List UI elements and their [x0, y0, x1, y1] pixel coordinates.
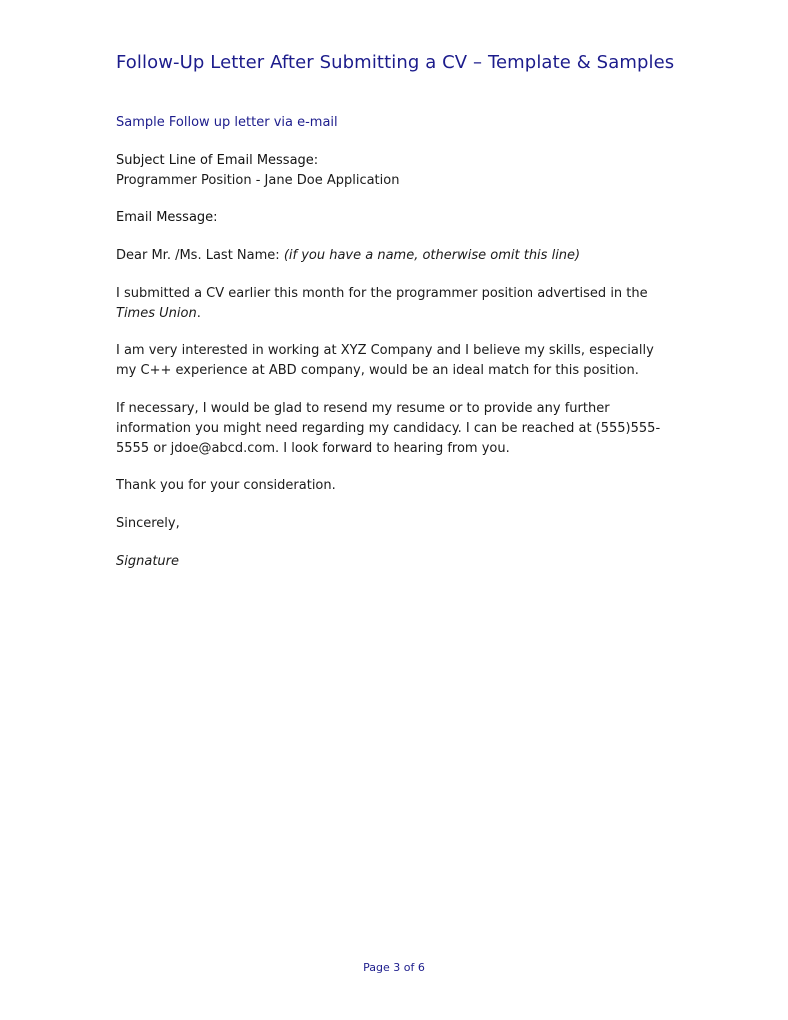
paragraph-1-suffix: . [196, 306, 201, 321]
page-title: Follow-Up Letter After Submitting a CV – Template & Samples [116, 52, 675, 73]
paragraph-3 [116, 399, 676, 459]
section-heading: Sample Follow up letter via e-mail [116, 115, 338, 130]
paragraph-2 [116, 341, 676, 381]
paragraph-1-prefix: I submitted a CV earlier this month for the programmer position advertised in the [116, 286, 648, 301]
salutation-line [116, 246, 676, 266]
thanks-block [116, 476, 676, 496]
message-label: Email Message: [116, 210, 218, 225]
paragraph-1 [116, 284, 676, 324]
closing-block [116, 514, 676, 534]
salutation-note: (if you have a name, otherwise omit this line) [283, 248, 581, 263]
signature-block [116, 552, 676, 572]
subject-block [116, 151, 676, 191]
salutation-block [116, 246, 676, 266]
signature-text: Signature [116, 554, 180, 569]
closing-text: Sincerely, [116, 516, 180, 531]
thanks-text: Thank you for your consideration. [116, 478, 336, 493]
paragraph-2-text: I am very interested in working at XYZ Company and I believe my skills, especially my C++ experience at ABD company, would be an ideal match for this position. [116, 343, 654, 378]
salutation-text: Dear Mr. /Ms. Last Name: [116, 248, 280, 263]
subject-label: Subject Line of Email Message: [116, 153, 319, 168]
paragraph-3-text: If necessary, I would be glad to resend my resume or to provide any further information you might need regarding my candidacy. I can be reached at (555)555-5555 or jdoe@abcd.com. I look forward to hearing from you. [116, 401, 661, 456]
page-footer: Page 3 of 6 [363, 961, 425, 974]
paragraph-1-text [116, 284, 676, 324]
message-label-block [116, 208, 676, 228]
paragraph-1-italic: Times Union [116, 306, 197, 321]
subject-value: Programmer Position - Jane Doe Application [116, 173, 400, 188]
